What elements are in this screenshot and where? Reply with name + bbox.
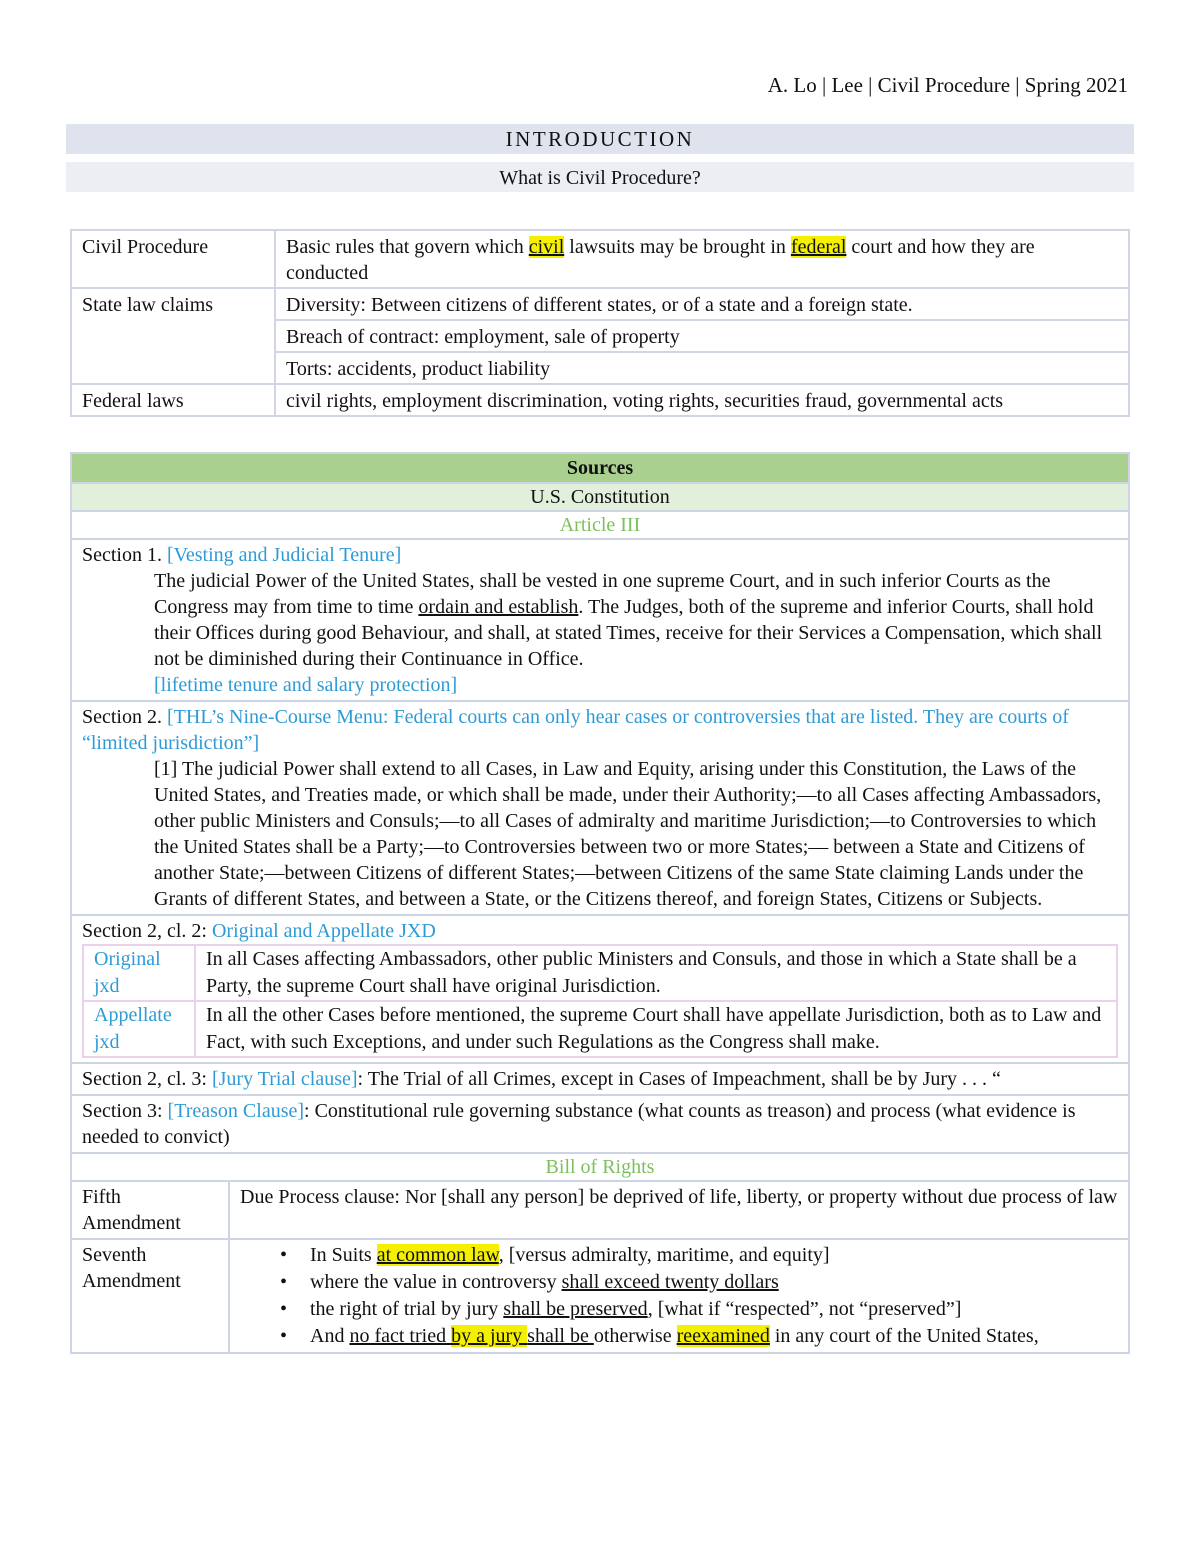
section-note: [lifetime tenure and salary protection]: [154, 674, 458, 696]
list-item: [240, 1269, 1118, 1296]
jurisdiction-table: [82, 944, 1118, 1058]
running-head: A. Lo | Lee | Civil Procedure | Spring 2021: [767, 73, 1128, 97]
section-tag: Original and Appellate JXD: [211, 920, 436, 942]
section-tag: [Treason Clause]: [167, 1100, 305, 1122]
jxd-text: In all the other Cases before mentioned, the supreme Court shall have appellate Jurisdiction, both as to Law and Fact, with such Exceptions, and under such Regulations as the Congress shall make.: [195, 1001, 1117, 1057]
text-run: , [versus admiralty, maritime, and equity]: [498, 1244, 830, 1266]
text-run: lawsuits may be brought in: [564, 236, 791, 258]
section-tag: [THL’s Nine-Course Menu: Federal courts can only hear cases or controversies that are listed. They are courts of “limited jurisdiction”]: [82, 706, 1069, 754]
table-row: [83, 1001, 1117, 1057]
text-run: The judicial Power of the United States, shall be vested in one supreme Court, and in such inferior Courts as the Congress may from time to time: [154, 570, 1051, 618]
section-subtitle: What is Civil Procedure?: [66, 162, 1134, 192]
section-label: Section 1.: [82, 544, 167, 566]
table-row: [71, 230, 1129, 288]
text-run: Basic rules that govern which: [286, 236, 529, 258]
section-2: [71, 701, 1129, 915]
section-tag: [Vesting and Judicial Tenure]: [167, 544, 402, 566]
table-row: [71, 1181, 1129, 1239]
text-run: , [what if “respected”, not “preserved”]: [647, 1298, 962, 1320]
highlight: civil: [528, 236, 565, 258]
section-tag: [Jury Trial clause]: [211, 1068, 358, 1090]
amendment-text: Due Process clause: Nor [shall any person] be deprived of life, liberty, or property without due process of law: [229, 1181, 1129, 1239]
term-cell: State law claims: [71, 288, 275, 384]
list-item: [240, 1323, 1118, 1350]
text-run: And: [310, 1325, 350, 1347]
amendment-text: [229, 1239, 1129, 1353]
text-run: In Suits: [310, 1244, 377, 1266]
text-run: the right of trial by jury: [310, 1298, 504, 1320]
section-label: Section 2, cl. 2:: [82, 920, 212, 942]
bill-of-rights-heading: Bill of Rights: [71, 1153, 1129, 1181]
section-label: Section 2.: [82, 706, 167, 728]
sources-heading: Sources: [71, 453, 1129, 483]
text-run: court and how they are conducted: [286, 236, 1035, 284]
jxd-label: Original jxd: [83, 945, 195, 1001]
definitions-table: [70, 229, 1130, 417]
table-row: [71, 384, 1129, 416]
section-1: [71, 539, 1129, 701]
bullet-icon: •: [280, 1298, 288, 1320]
highlight: by a jury: [451, 1325, 528, 1347]
section-text: [1] The judicial Power shall extend to all Cases, in Law and Equity, arising under this Constitution, the Laws of the United States, and Treaties made, or which shall be made, under their Authority;—to all Cases affecting Ambassadors, other public Ministers and Consuls;—to all Cases of admiralty and maritime Jurisdiction;—to Controversies to which the United States shall be a Party;—to Controversies between two or more States;— between a State and Citizens of another State;—between Citizens of different States;—between Citizens of the same State claiming Lands under the Grants of different States, and between a State, or the Citizens thereof, and foreign States, Citizens or Subjects.: [154, 758, 1102, 910]
section-label: Section 3:: [82, 1100, 168, 1122]
definition-cell: Torts: accidents, product liability: [275, 352, 1129, 384]
table-row: [71, 288, 1129, 320]
section-text: : Constitutional rule governing substance (what counts as treason) and process (what evidence is needed to convict): [82, 1100, 1076, 1148]
jxd-label: Appellate jxd: [83, 1001, 195, 1057]
amendment-label: Seventh Amendment: [71, 1239, 229, 1353]
bullet-icon: •: [280, 1271, 288, 1293]
definition-cell: [275, 230, 1129, 288]
definition-cell: civil rights, employment discrimination, voting rights, securities fraud, governmental acts: [275, 384, 1129, 416]
term-cell: Civil Procedure: [71, 230, 275, 288]
list-item: [240, 1242, 1118, 1269]
underline: shall exceed twenty dollars: [561, 1271, 779, 1293]
underline: ordain and establish: [418, 596, 579, 618]
highlight: at common law: [376, 1244, 499, 1266]
highlight: federal: [790, 236, 847, 258]
bullet-icon: •: [280, 1325, 288, 1347]
underline: shall be: [527, 1325, 594, 1347]
text-run: . The Judges, both of the supreme and inferior Courts, shall hold their Offices during good Behaviour, and shall, at stated Times, receive for their Services a Compensation, which shall not be diminished during their Continuance in Office.: [154, 596, 1103, 670]
text-run: where the value in controversy: [310, 1271, 562, 1293]
highlight: reexamined: [676, 1325, 770, 1347]
bullet-icon: •: [280, 1244, 288, 1266]
bullet-list: [240, 1242, 1118, 1350]
section-heading: INTRODUCTION: [66, 124, 1134, 154]
article-heading: Article III: [71, 511, 1129, 539]
table-row: [71, 1239, 1129, 1353]
section-label: Section 2, cl. 3:: [82, 1068, 212, 1090]
table-row: [83, 945, 1117, 1001]
list-item: [240, 1296, 1118, 1323]
definition-cell: Diversity: Between citizens of different states, or of a state and a foreign state.: [275, 288, 1129, 320]
text-run: in any court of the United States,: [769, 1325, 1039, 1347]
underline: no fact tried: [349, 1325, 452, 1347]
definition-cell: Breach of contract: employment, sale of property: [275, 320, 1129, 352]
section-text: : The Trial of all Crimes, except in Cases of Impeachment, shall be by Jury . . . “: [357, 1068, 1001, 1090]
text-run: otherwise: [593, 1325, 677, 1347]
sources-table: [70, 452, 1130, 1354]
section-text: [82, 568, 1118, 672]
amendment-label: Fifth Amendment: [71, 1181, 229, 1239]
term-cell: Federal laws: [71, 384, 275, 416]
section-2-cl-3: [71, 1063, 1129, 1095]
underline: shall be preserved: [503, 1298, 648, 1320]
constitution-heading: U.S. Constitution: [71, 483, 1129, 511]
section-3: [71, 1095, 1129, 1153]
section-2-cl-2: [71, 915, 1129, 1063]
jxd-text: In all Cases affecting Ambassadors, other public Ministers and Consuls, and those in which a State shall be a Party, the supreme Court shall have original Jurisdiction.: [195, 945, 1117, 1001]
